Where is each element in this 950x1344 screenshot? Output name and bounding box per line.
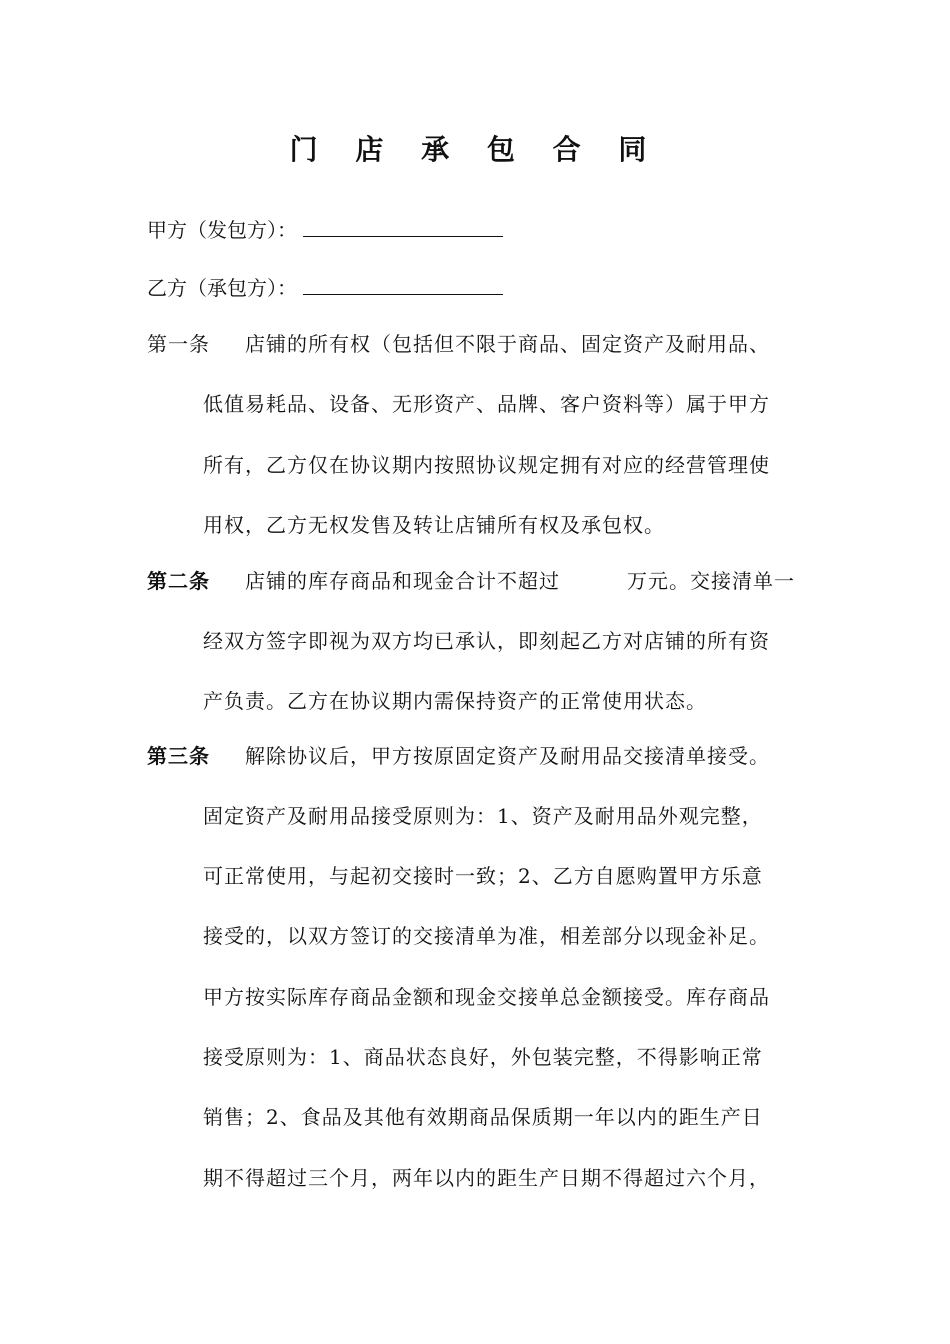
article-3-line-1: 解除协议后，甲方按原固定资产及耐用品交接清单接受。 [245,744,770,768]
document-title: 门 店 承 包 合 同 [289,133,661,166]
party-b-blank [303,276,503,295]
article-3-label: 第三条 [147,744,210,768]
article-3-line-4: 接受的，以双方签订的交接清单为准，相差部分以现金补足。 [203,924,770,948]
article-1-line-1: 店铺的所有权（包括但不限于商品、固定资产及耐用品、 [245,332,770,356]
party-a-line [147,214,503,243]
article-1-label: 第一条 [147,332,210,356]
article-3-line-2: 固定资产及耐用品接受原则为：1、资产及耐用品外观完整， [203,804,763,828]
article-2-line-2: 经双方签字即视为双方均已承认，即刻起乙方对店铺的所有资 [203,629,770,653]
article-1-line-3: 所有，乙方仅在协议期内按照协议规定拥有对应的经营管理使 [203,453,770,477]
party-b-line [147,272,503,301]
party-a-blank [303,218,503,237]
article-3-line-8: 期不得超过三个月，两年以内的距生产日期不得超过六个月， [203,1166,770,1190]
article-2-line-1b: 万元。交接清单一 [627,569,795,593]
party-b-label: 乙方（承包方）： [147,276,297,300]
article-1-line-2: 低值易耗品、设备、无形资产、品牌、客户资料等）属于甲方 [203,392,770,416]
article-1-line-4: 用权，乙方无权发售及转让店铺所有权及承包权。 [203,513,665,537]
article-3-line-3: 可正常使用，与起初交接时一致；2、乙方自愿购置甲方乐意 [203,864,763,888]
party-a-label: 甲方（发包方）： [147,218,297,242]
article-2-label: 第二条 [147,569,210,593]
article-3-line-5: 甲方按实际库存商品金额和现金交接单总金额接受。库存商品 [203,985,770,1009]
article-3-line-6: 接受原则为：1、商品状态良好，外包装完整，不得影响正常 [203,1045,763,1069]
article-2-line-1a: 店铺的库存商品和现金合计不超过 [245,569,560,593]
article-3-line-7: 销售；2、食品及其他有效期商品保质期一年以内的距生产日 [203,1105,763,1129]
article-2-line-3: 产负责。乙方在协议期内需保持资产的正常使用状态。 [203,689,707,713]
